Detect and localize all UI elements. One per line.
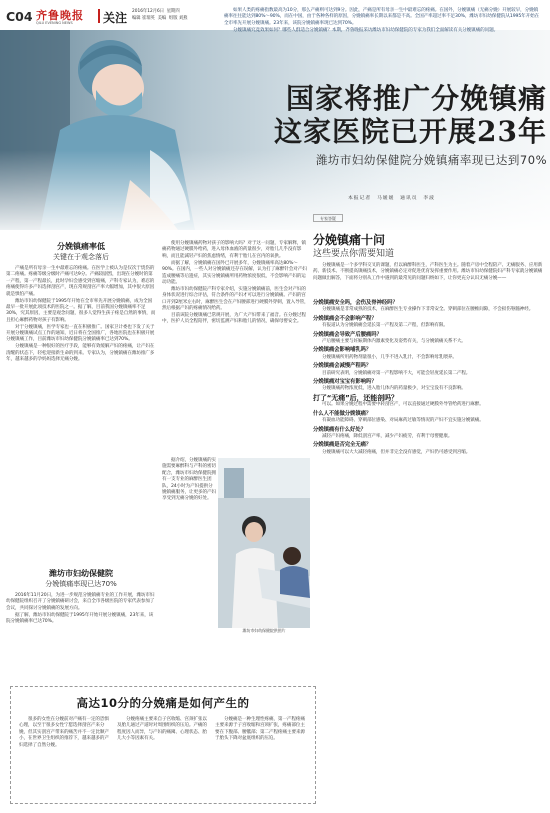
qa-question: 分娩镇痛对宝宝有影响吗？ — [313, 379, 377, 386]
qa-answer: 分娩镇痛所用药物剂量很小，几乎不进入乳汁，不会影响母乳喂养。 — [322, 354, 457, 360]
qa-item — [313, 427, 543, 441]
qa-question: 分娩镇痛有什么好处？ — [313, 426, 366, 433]
left-column-2 — [6, 568, 156, 626]
issue-meta — [132, 8, 187, 22]
headline-block — [167, 82, 547, 168]
paragraph: 而据了解，分娩镇痛在国外已开展多年，分娩镇痛率高达80%～90%。在国内，一些人对分娩镇痛还存在误解，认为打了麻醉针会对产妇造成腰痛等后遗症，其实分娩镇痛所用药物浓度很低，不会影响产妇的运动功能。 — [162, 260, 307, 285]
qa-question: 分娩镇痛会不会影响产程？ — [313, 315, 377, 322]
paragraph: 对于分娩镇痛，医学专家也一直在积极推广。国家卫计委也下发了关于开展分娩镇痛试点工作的通知，近日将在全国推广，各地医院也在积极开展分娩镇痛工作，目前潍坊市妇幼保健院分娩镇痛率已达到70%。 — [6, 324, 155, 343]
middle-column-2 — [162, 458, 216, 503]
left-body — [6, 266, 156, 364]
paragraph: 2016年11月20日，为进一步规范分娩镇痛专业的工作开展，潍坊市妇幼保健院组织召开了分娩镇痛研讨会，来自全市各级医院的专家代表参加了会议，共同探讨分娩镇痛的发展方向。 — [6, 593, 155, 611]
section-divider — [98, 9, 100, 23]
qa-answer: 分娩镇痛是非常成熟的技术，在麻醉医生专业操作下非常安全。穿刺部位在腰椎间隙，不会损伤脊髓神经。 — [322, 307, 534, 313]
qa-list — [313, 298, 543, 457]
paragraph: 据介绍，分娩镇痛的实施需要麻醉科与产科的密切配合，潍坊市妇幼保健院拥有一支专业的麻醉医生团队，24小时为产妇提供分娩镇痛服务，让更多的产妇享受到无痛分娩的好处。 — [162, 458, 216, 502]
section-title: 关注 — [103, 11, 128, 25]
qa-item — [313, 395, 543, 409]
qa-item — [313, 300, 543, 314]
page-number: C04 — [6, 9, 33, 24]
qa-title-main: 分娩镇痛十问 — [313, 233, 386, 247]
qa-lead — [313, 263, 543, 283]
footer-col — [215, 717, 307, 750]
qa-item — [313, 411, 543, 425]
middle-column — [162, 241, 309, 326]
qa-item — [313, 347, 543, 361]
issue-weekday: 星期四 — [166, 9, 180, 14]
qa-question: 分娩镇痛会减慢产程吗？ — [313, 363, 372, 370]
qa-question: 分娩镇痛安全吗，会伤及脊神经吗？ — [313, 300, 398, 306]
issue-date: 2016年12月6日 — [132, 9, 165, 14]
qa-answer: 减轻产妇疼痛，降低剖宫产率，减少产妇疲劳，有利于母婴健康。 — [322, 433, 453, 439]
qa-item — [313, 316, 543, 330]
paragraph: 产痛是所有母亲一生中最难忘的疼痛。在医学上被认为是仅次于烧伤的第二疼痛。疼痛等级分级时产痛可达9分。产痛较剧烈，出现在分娩时的第一产程，第一产程最长，此时孕妇会感受到宫缩痛，产科专家认为，难忍的疼痛使得许多产妇选择剖宫产，现在常规剖宫产率大幅增加，其中很大原因就是惧怕产痛。 — [6, 266, 155, 297]
qa-answer: 分娩镇痛可以大大减轻疼痛，但并非完全没有感觉，产妇仍可感受到宫缩。 — [322, 449, 471, 455]
footer-body — [11, 711, 315, 750]
qa-answer: 可以。如果分娩过程中需要中转剖宫产，可以直接通过硬膜外导管给药进行麻醉。 — [322, 402, 484, 408]
qa-item — [313, 442, 543, 456]
headline-subtitle: 潍坊市妇幼保健院分娩镇痛率现已达到70% — [315, 153, 547, 167]
qa-question: 打了“无痛”后，还能剖吗？ — [313, 393, 398, 402]
footer-col — [19, 717, 111, 750]
paragraph: 分娩痛是一种生理性疼痛，第一产程疼痛主要来源于子宫收缩和宫颈扩张，疼痛部位主要在下腹部、腰骶部；第二产程疼痛主要来源于胎头下降对盆底组织的压迫。 — [215, 717, 305, 742]
paragraph: 分娩镇痛是一种很好的医疗手段，能够有效缓解产妇的疼痛，让产妇在清醒的状态下，轻松迎接新生命的到来。专家认为，分娩镇痛在潍坊推广多年，越来越多的孕妈妈选择无痛分娩。 — [6, 344, 155, 363]
left-column — [6, 241, 156, 364]
qa-item — [313, 363, 543, 377]
proof: 组版 刘燕 — [168, 16, 188, 21]
paragraph: 潍坊市妇幼保健院于1995年开始在全市率先开展分娩镇痛，成为全国最早一批开展此项技术的医院之一。据了解，目前我国分娩镇痛率不足30%，究其原因，主要是观念问题，很多人觉得生孩子疼是自然的事情，而且担心麻醉药物对孩子有影响。 — [6, 298, 156, 323]
qa-item — [313, 332, 543, 346]
footer-title: 高达10分的分娩痛是如何产生的 — [76, 696, 250, 710]
paragraph: 分娩疼痛主要来自子宫收缩、宫颈扩张以及胎儿通过产道时对周围组织的压迫。产痛的程度因人而异，与产妇的痛阈、心理状态、胎儿大小等因素有关。 — [117, 717, 207, 742]
qa-answer: 有报道认为分娩镇痛会延长第一产程及第二产程，但影响有限。 — [322, 323, 448, 329]
headline-line-1: 国家将推广分娩镇痛 — [285, 82, 547, 115]
editor: 编辑 崔瑞英 — [132, 16, 155, 21]
middle-photo-image — [218, 458, 310, 628]
left-heading-sub: 关键在于观念落后 — [53, 253, 109, 261]
paragraph: 目前该院分娩镇痛已常规开展，为广大产妇带来了福音。在分娩过程中，医护人员全程陪伴，密切监测产妇和胎儿的情况，确保母婴安全。 — [162, 312, 306, 325]
qa-question: 分娩镇痛是否完全无痛？ — [313, 442, 372, 449]
newspaper-logo: 齐鲁晚报 — [36, 9, 84, 22]
intro-text — [224, 8, 542, 35]
paragraph: 潍坊市妇幼保健院产科专家介绍，实施分娩镇痛前，医生会对产妇的身体状况进行综合评估，符合条件的产妇才可以进行分娩镇痛。产妇的宫口开到2厘米左右时，麻醉医生会在产妇腰部进行硬膜外穿刺，置入导管，然后根据产妇的疼痛情况给药。 — [162, 286, 309, 312]
qa-answer: 产后腰痛主要与妊娠期体内激素变化及姿势有关，与分娩镇痛关系不大。 — [322, 339, 466, 345]
qa-item — [313, 379, 543, 393]
qa-answer: 目前研究表明，分娩镇痛对第一产程影响不大，可能会轻度延长第二产程。 — [322, 370, 471, 376]
photo-caption: 潍坊市妇幼保健院供图片 — [242, 628, 286, 633]
footer-col — [117, 717, 209, 750]
qa-lead-paragraph: 分娩镇痛是一个多学科交叉的课题，但以麻醉科医生，产科医生为主。随着产房中全程陪产、无痛服务、应用新药、新技术、不断提高镇痛技术，分娩镇痛必定对促进优育发挥重要作用。潍坊市妇幼保健院妇产科专家就分娩镇痛问题做出解答，下面将分别从工作中遇到的最常见的问题归纳如下，让你更充分认识无痛分娩—— — [313, 263, 543, 281]
intro-paragraph: 如果人类的疼痛指数最高为10分，那么产痛则可达到9分。因此，产痛是所有母亲一生中最难忘的疼痛。在国外，分娩镇痛（无痛分娩）开展较早，分娩镇痛率往往能达到80%～90%，而在中国，由于各种各样的原因，分娩镇痛率长期以来都是不高。全国产率超过率不足30%，潍坊市妇幼保健院从1995年开始在全市率先开展分娩镇痛。23年来，该院分娩镇痛率现已达到70%。 — [224, 8, 540, 26]
byline: 本报记者 马媛媛 通讯员 李波 — [348, 196, 435, 201]
left-heading-main: 分娩镇痛率低 — [57, 242, 105, 251]
qa-title-sub: 这些要点你需要知道 — [313, 249, 395, 259]
headline-line-2: 这家医院已开展23年 — [274, 115, 547, 148]
paragraph: 使用分娩镇痛药物对孩子的影响大吗？对于这一问题，专家解释，镇痛药物通过硬膜外给药，进入母体血液的药量很少，对胎儿几乎没有影响，而且能减轻产妇的焦虑情绪，有利于胎儿在宫内的氧供。 — [162, 241, 306, 259]
expert-qa-tag: 专家答疑 — [313, 214, 343, 222]
footer-box — [10, 686, 316, 804]
intro-paragraph: 分娩镇痛究竟效果如何？哪些人群适合分娩镇痛？本期，齐鲁晚报采访潍坊市妇幼保健院的专家为我们全面解读有关分娩镇痛的问题。 — [233, 27, 499, 33]
qa-answer: 分娩镇痛药物浓度低，进入胎儿体内的药量极少，对宝宝没有不良影响。 — [322, 386, 466, 392]
masthead — [6, 6, 224, 28]
design: 美编 — [157, 16, 167, 21]
qa-question: 分娩镇痛会影响哺乳吗？ — [313, 347, 372, 354]
left-body-2 — [6, 593, 156, 626]
left-heading2-sub: 分娩镇痛率现已达70% — [45, 580, 117, 588]
left-heading2-main: 潍坊市妇幼保健院 — [49, 569, 113, 578]
middle-photo — [218, 458, 310, 628]
paragraph: 很多的女性在分娩前对产痛有一定的恐惧心理，以至于很多女性宁愿选择剖宫产来分娩，但其实剖宫产带来的痛苦并不一定比顺产小，在世界卫生组织的推荐下，越来越多的产妇选择了自然分娩。 — [19, 717, 109, 748]
qa-answer: 有凝血功能障碍、穿刺部位感染、对局麻药过敏等情况的产妇不宜实施分娩镇痛。 — [322, 418, 484, 424]
newspaper-logo-sub: QILU EVENING NEWS — [36, 21, 73, 25]
qa-question: 什么人不能做分娩镇痛？ — [313, 410, 372, 417]
paragraph: 据了解，潍坊市妇幼保健院于1995年开始开展分娩镇痛，23年来，该院分娩镇痛率已达70%。 — [6, 612, 154, 625]
right-column-title — [313, 232, 543, 260]
qa-question: 分娩镇痛会导致产后腰痛吗？ — [313, 331, 382, 338]
